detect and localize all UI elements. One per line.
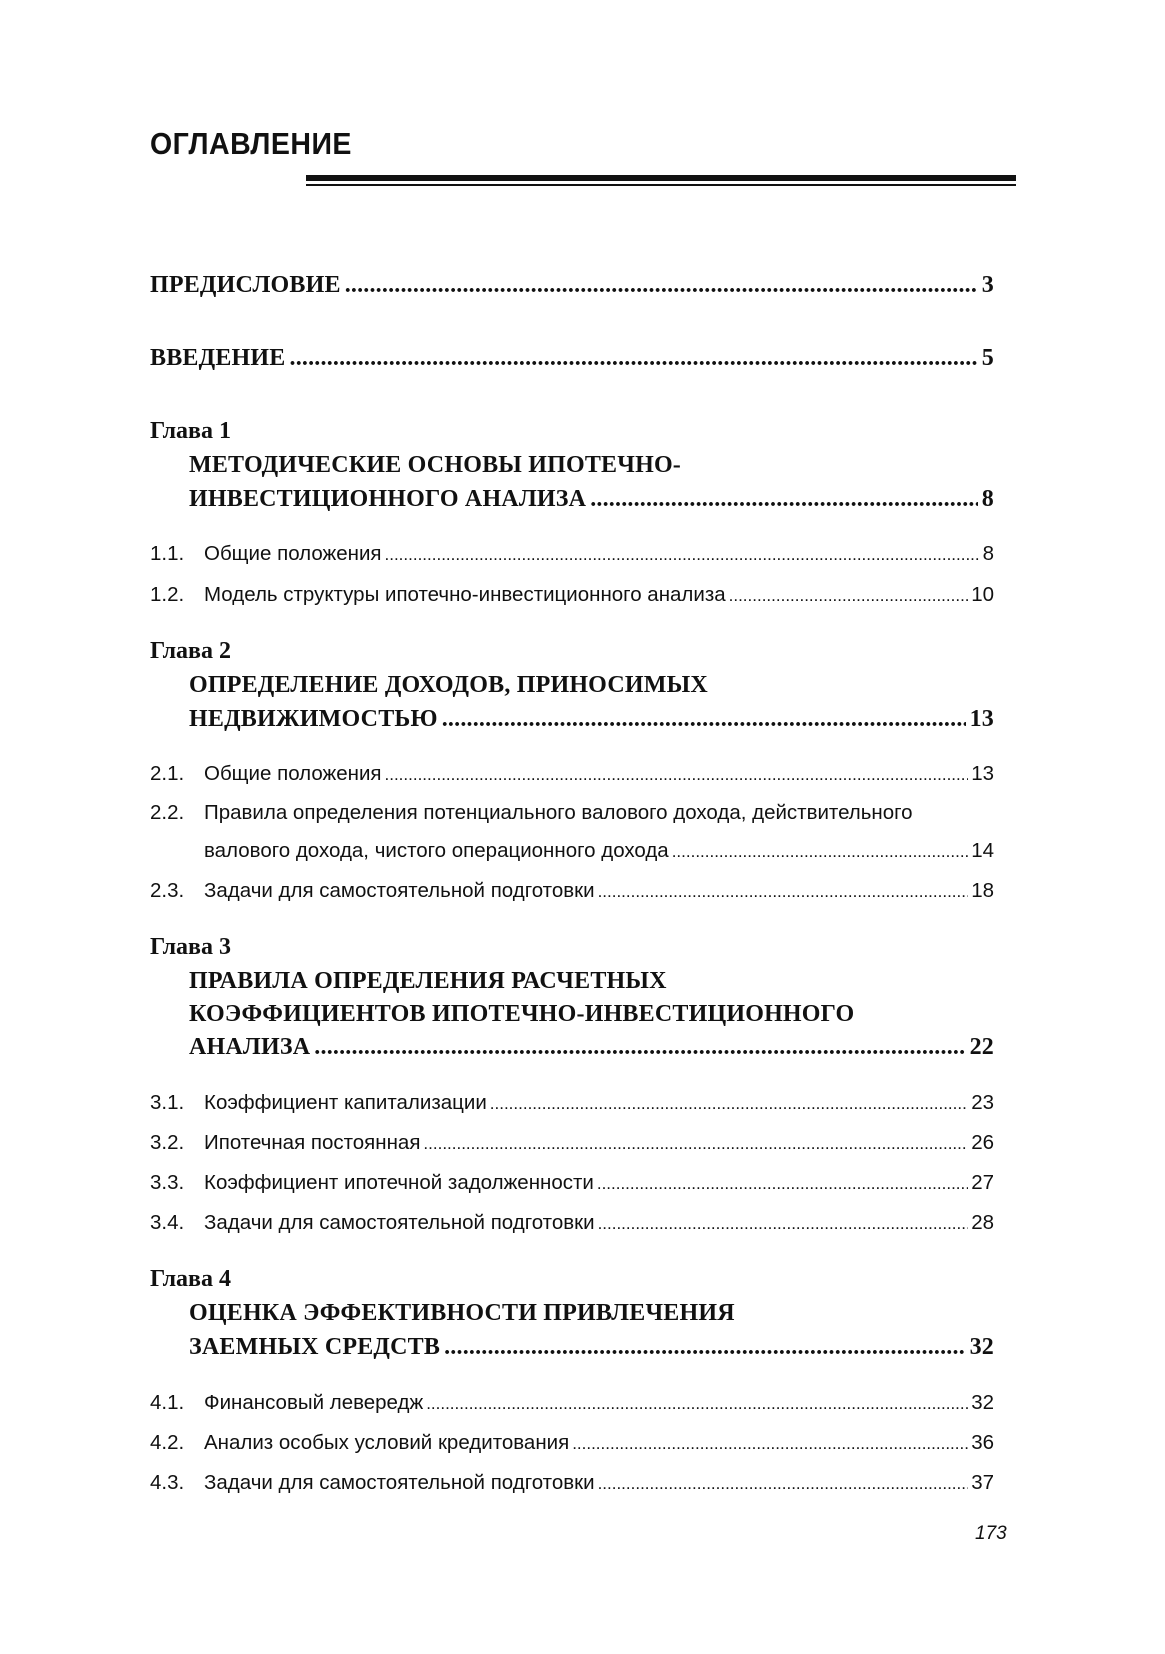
toc-section-4-1[interactable] xyxy=(150,1391,994,1415)
toc-entry-title: ПРЕДИСЛОВИЕ xyxy=(150,272,341,298)
chapter-title-line: ПРАВИЛА ОПРЕДЕЛЕНИЯ РАСЧЕТНЫХ xyxy=(189,968,667,994)
section-number: 4.2. xyxy=(150,1431,185,1454)
section-page: 26 xyxy=(971,1131,994,1154)
toc-section-2-2-continuation[interactable] xyxy=(204,839,994,863)
toc-entry-title: ВВЕДЕНИЕ xyxy=(150,345,286,371)
chapter-title-line: ИНВЕСТИЦИОННОГО АНАЛИЗА xyxy=(189,486,587,512)
toc-entry-chapter-1[interactable] xyxy=(189,486,994,513)
toc-section-4-3[interactable] xyxy=(150,1471,994,1495)
section-page: 23 xyxy=(971,1091,994,1114)
chapter-label: Глава 1 xyxy=(150,418,231,444)
section-title: Задачи для самостоятельной подготовки xyxy=(204,879,595,902)
title-rule-thick xyxy=(306,175,1016,181)
section-number: 1.2. xyxy=(150,583,185,606)
leader-dots xyxy=(672,842,968,862)
section-number: 4.1. xyxy=(150,1391,185,1414)
page-number: 173 xyxy=(975,1523,1007,1544)
section-title: Ипотечная постоянная xyxy=(204,1131,421,1154)
section-number: 1.1. xyxy=(150,542,185,565)
leader-dots xyxy=(572,1434,968,1454)
leader-dots xyxy=(598,1214,969,1234)
title-rule xyxy=(306,175,1016,188)
section-number: 3.2. xyxy=(150,1131,185,1154)
section-title: Коэффициент капитализации xyxy=(204,1091,487,1114)
section-number: 3.1. xyxy=(150,1091,185,1114)
section-page: 8 xyxy=(982,542,994,565)
toc-section-2-1[interactable] xyxy=(150,762,994,786)
leader-dots xyxy=(597,1174,968,1194)
toc-section-1-1[interactable] xyxy=(150,542,994,566)
toc-entry-preface[interactable] xyxy=(150,272,994,299)
section-number: 2.3. xyxy=(150,879,185,902)
toc-section-3-1[interactable] xyxy=(150,1091,994,1115)
leader-dots xyxy=(385,765,969,785)
section-title: Правила определения потенциального валового дохода, действительного xyxy=(204,801,913,824)
leader-dots xyxy=(598,1474,969,1494)
toc-section-4-2[interactable] xyxy=(150,1431,994,1455)
section-page: 14 xyxy=(971,839,994,862)
section-page: 36 xyxy=(971,1431,994,1454)
section-title: Модель структуры ипотечно-инвестиционного анализа xyxy=(204,583,726,606)
page-title: ОГЛАВЛЕНИЕ xyxy=(150,126,352,161)
leader-dots xyxy=(385,545,980,565)
chapter-title-line: МЕТОДИЧЕСКИЕ ОСНОВЫ ИПОТЕЧНО- xyxy=(189,452,681,478)
section-number: 4.3. xyxy=(150,1471,185,1494)
toc-entry-page: 8 xyxy=(981,486,994,512)
section-page: 18 xyxy=(971,879,994,902)
chapter-label: Глава 3 xyxy=(150,934,231,960)
section-title: Общие положения xyxy=(204,542,382,565)
toc-entry-chapter-2[interactable] xyxy=(189,706,994,733)
toc-section-2-3[interactable] xyxy=(150,879,994,903)
leader-dots xyxy=(345,272,978,299)
chapter-title-line: НЕДВИЖИМОСТЬЮ xyxy=(189,706,438,732)
toc-entry-chapter-4[interactable] xyxy=(189,1334,994,1361)
chapter-title-line: ОПРЕДЕЛЕНИЕ ДОХОДОВ, ПРИНОСИМЫХ xyxy=(189,672,708,698)
toc-entry-page: 32 xyxy=(969,1334,994,1360)
toc-entry-page: 3 xyxy=(981,272,994,298)
toc-section-2-2[interactable] xyxy=(150,801,913,825)
toc-entry-page: 13 xyxy=(969,706,994,732)
section-page: 27 xyxy=(971,1171,994,1194)
section-page: 13 xyxy=(971,762,994,785)
toc-section-3-3[interactable] xyxy=(150,1171,994,1195)
leader-dots xyxy=(590,486,978,513)
toc-section-1-2[interactable] xyxy=(150,583,994,607)
toc-entry-page: 5 xyxy=(981,345,994,371)
chapter-title-line: ЗАЕМНЫХ СРЕДСТВ xyxy=(189,1334,441,1360)
toc-entry-introduction[interactable] xyxy=(150,345,994,372)
section-title: Общие положения xyxy=(204,762,382,785)
section-page: 37 xyxy=(971,1471,994,1494)
section-title-continuation: валового дохода, чистого операционного дохода xyxy=(204,839,669,862)
toc-entry-chapter-3[interactable] xyxy=(189,1034,994,1061)
chapter-title-line: ОЦЕНКА ЭФФЕКТИВНОСТИ ПРИВЛЕЧЕНИЯ xyxy=(189,1300,735,1326)
section-page: 32 xyxy=(971,1391,994,1414)
section-number: 3.3. xyxy=(150,1171,185,1194)
toc-section-3-2[interactable] xyxy=(150,1131,994,1155)
chapter-label: Глава 2 xyxy=(150,638,231,664)
leader-dots xyxy=(444,1334,966,1361)
section-number: 2.2. xyxy=(150,801,185,824)
leader-dots xyxy=(290,345,978,372)
leader-dots xyxy=(426,1394,968,1414)
leader-dots xyxy=(442,706,966,733)
section-number: 2.1. xyxy=(150,762,185,785)
title-rule-thin xyxy=(306,184,1016,186)
leader-dots xyxy=(729,586,969,606)
toc-section-3-4[interactable] xyxy=(150,1211,994,1235)
section-number: 3.4. xyxy=(150,1211,185,1234)
section-title: Задачи для самостоятельной подготовки xyxy=(204,1211,595,1234)
chapter-label: Глава 4 xyxy=(150,1266,231,1292)
section-page: 28 xyxy=(971,1211,994,1234)
section-title: Финансовый левередж xyxy=(204,1391,424,1414)
toc-entry-page: 22 xyxy=(969,1034,994,1060)
section-title: Анализ особых условий кредитования xyxy=(204,1431,570,1454)
section-page: 10 xyxy=(971,583,994,606)
leader-dots xyxy=(490,1094,968,1114)
chapter-title-line: АНАЛИЗА xyxy=(189,1034,311,1060)
leader-dots xyxy=(314,1034,965,1061)
leader-dots xyxy=(423,1134,968,1154)
section-title: Коэффициент ипотечной задолженности xyxy=(204,1171,594,1194)
section-title: Задачи для самостоятельной подготовки xyxy=(204,1471,595,1494)
leader-dots xyxy=(598,882,969,902)
chapter-title-line: КОЭФФИЦИЕНТОВ ИПОТЕЧНО-ИНВЕСТИЦИОННОГО xyxy=(189,1001,855,1027)
